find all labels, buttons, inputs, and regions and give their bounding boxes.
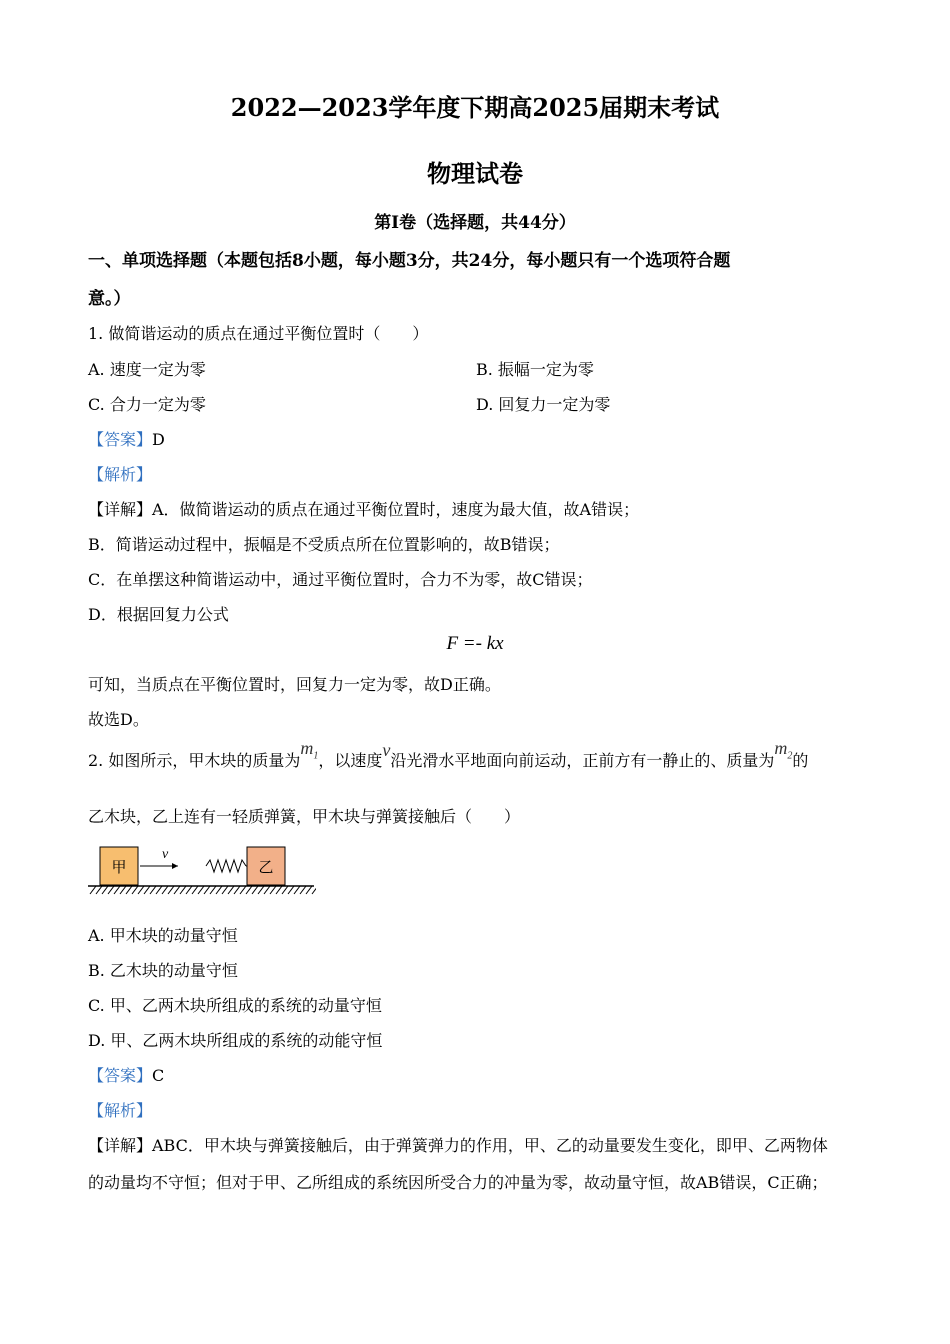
q2-stem-b: ，以速度 (318, 751, 383, 770)
hatch-line (204, 886, 210, 894)
hatch-line (222, 886, 228, 894)
velocity-arrowhead (172, 863, 178, 869)
block-a-label: 甲 (111, 858, 127, 876)
q2-velocity-symbol: v (382, 740, 391, 760)
q1-detail-4: D．根据回复力公式 (88, 605, 229, 624)
hatch-line (126, 886, 132, 894)
hatch-line (174, 886, 180, 894)
hatch-line (264, 886, 270, 894)
exam-title: 2022—2023学年度下期高2025届期末考试 (230, 93, 720, 122)
hatch-line (252, 886, 258, 894)
spring (206, 860, 246, 872)
hatch-line (192, 886, 198, 894)
q1-after-1: 可知，当质点在平衡位置时，回复力一定为零，故D正确。 (88, 675, 501, 694)
ground-hatching (90, 886, 316, 894)
section-heading-line2: 意。） (88, 289, 131, 309)
block-b-label: 乙 (258, 858, 274, 876)
q2-stem-d: 的 (792, 751, 809, 770)
q2-stem-a: 2. 如图所示，甲木块的质量为 (88, 751, 301, 770)
q1-option-d: D. 回复力一定为零 (476, 395, 611, 414)
hatch-line (198, 886, 204, 894)
velocity-label: v (162, 847, 169, 862)
q2-stem-line2: 乙木块，乙上连有一轻质弹簧，甲木块与弹簧接触后（ ） (88, 807, 521, 826)
hatch-line (228, 886, 234, 894)
q2-detail-2: 的动量均不守恒；但对于甲、乙所组成的系统因所受合力的冲量为零，故动量守恒，故AB错误，C正确； (88, 1173, 828, 1192)
q2-option-a: A. 甲木块的动量守恒 (88, 926, 238, 945)
q2-option-c: C. 甲、乙两木块所组成的系统的动量守恒 (88, 996, 382, 1015)
hatch-line (270, 886, 276, 894)
q1-answer (88, 427, 165, 450)
hatch-line (282, 886, 288, 894)
hatch-line (258, 886, 264, 894)
hatch-line (234, 886, 240, 894)
hatch-line (144, 886, 150, 894)
q2-m2 (774, 738, 793, 762)
section-heading-line1: 一、单项选择题（本题包括8小题，每小题3分，共24分，每小题只有一个选项符合题 (88, 251, 731, 271)
hatch-line (156, 886, 162, 894)
m2-symbol: m (774, 738, 788, 758)
q2-answer (88, 1063, 164, 1086)
q1-option-c: C. 合力一定为零 (88, 395, 206, 414)
hatch-line (306, 886, 312, 894)
hatch-line (294, 886, 300, 894)
q2-detail-1: 【详解】ABC．甲木块与弹簧接触后，由于弹簧弹力的作用，甲、乙的动量要发生变化，即甲、乙两物体 (88, 1136, 828, 1155)
hatch-line (312, 886, 316, 894)
hatch-line (102, 886, 108, 894)
q2-option-b: B. 乙木块的动量守恒 (88, 961, 238, 980)
volume-heading: 第I卷（选择题，共44分） (374, 213, 576, 233)
q1-option-a: A. 速度一定为零 (88, 360, 206, 379)
hatch-line (288, 886, 294, 894)
q1-detail-1: 【详解】A．做简谐运动的质点在通过平衡位置时，速度为最大值，故A错误； (88, 500, 640, 519)
q2-stem-c: 沿光滑水平地面向前运动，正前方有一静止的、质量为 (390, 751, 775, 770)
hatch-line (96, 886, 102, 894)
m1-subscript: 1 (313, 750, 319, 762)
hatch-line (168, 886, 174, 894)
hatch-line (150, 886, 156, 894)
hatch-line (120, 886, 126, 894)
q1-option-b: B. 振幅一定为零 (476, 360, 594, 379)
hatch-line (108, 886, 114, 894)
hatch-line (90, 886, 96, 894)
hatch-line (240, 886, 246, 894)
hatch-line (210, 886, 216, 894)
q2-m1 (300, 738, 319, 762)
q2-analysis-tag: 【解析】 (88, 1101, 153, 1120)
q2-option-d: D. 甲、乙两木块所组成的系统的动能守恒 (88, 1031, 383, 1050)
m2-subscript: 2 (787, 750, 793, 762)
hatch-line (114, 886, 120, 894)
hatch-line (132, 886, 138, 894)
q1-detail-3: C．在单摆这种简谐运动中，通过平衡位置时，合力不为零，故C错误； (88, 570, 593, 589)
hatch-line (246, 886, 252, 894)
subject-title: 物理试卷 (427, 159, 523, 188)
q1-stem: 1. 做简谐运动的质点在通过平衡位置时（ ） (88, 324, 429, 343)
q1-formula: F =- kx (446, 633, 504, 654)
hatch-line (276, 886, 282, 894)
hatch-line (162, 886, 168, 894)
answer-tag: 【答案】 (88, 430, 153, 449)
hatch-line (138, 886, 144, 894)
m1-symbol: m (300, 738, 314, 758)
q2-figure (86, 840, 316, 898)
answer-value: D (152, 430, 165, 449)
q1-detail-2: B．简谐运动过程中，振幅是不受质点所在位置影响的，故B错误； (88, 535, 560, 554)
q1-analysis-tag: 【解析】 (88, 465, 153, 484)
answer-value: C (152, 1066, 165, 1085)
hatch-line (216, 886, 222, 894)
answer-tag: 【答案】 (88, 1066, 153, 1085)
q2-stem-line1 (88, 738, 809, 774)
hatch-line (180, 886, 186, 894)
hatch-line (186, 886, 192, 894)
q1-after-2: 故选D。 (88, 710, 149, 729)
hatch-line (300, 886, 306, 894)
